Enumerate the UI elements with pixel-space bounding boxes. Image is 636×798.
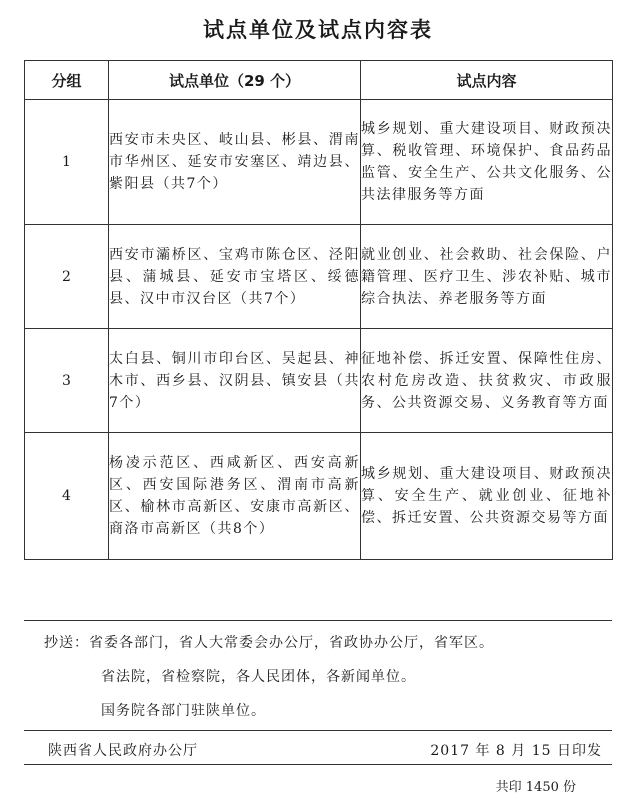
- distribution-line-1: 抄送：省委各部门，省人大常委会办公厅，省政协办公厅，省军区。: [44, 635, 494, 651]
- pilot-units: 太白县、铜川市印台区、吴起县、神木市、西乡县、汉阴县、镇安县（共7个）: [109, 329, 361, 433]
- pilot-units: 西安市灞桥区、宝鸡市陈仓区、泾阳县、蒲城县、延安市宝塔区、绥德县、汉中市汉台区（共7个）: [109, 225, 361, 329]
- print-count: 共印 1450 份: [495, 780, 576, 795]
- group-number: 3: [25, 329, 109, 433]
- document-title: 试点单位及试点内容表: [203, 18, 433, 42]
- table-header-row: [25, 61, 613, 100]
- table-row: [25, 100, 613, 225]
- pilot-content: 征地补偿、拆迁安置、保障性住房、农村危房改造、扶贫救灾、市政服务、公共资源交易、义务教育等方面: [361, 329, 613, 433]
- divider-bottom: [24, 764, 612, 765]
- issue-date: 2017 年 8 月 15 日印发: [430, 743, 602, 759]
- header-content: 试点内容: [361, 61, 613, 100]
- group-number: 2: [25, 225, 109, 329]
- table-row: [25, 225, 613, 329]
- group-number: 1: [25, 100, 109, 225]
- pilot-table: [24, 60, 613, 560]
- table-row: [25, 329, 613, 433]
- group-number: 4: [25, 433, 109, 560]
- pilot-content: 就业创业、社会救助、社会保险、户籍管理、医疗卫生、涉农补贴、城市综合执法、养老服务等方面: [361, 225, 613, 329]
- distribution-line-3: 国务院各部门驻陕单位。: [101, 703, 266, 719]
- header-group: 分组: [25, 61, 109, 100]
- distribution-label: 抄送：: [44, 635, 89, 651]
- divider-middle: [24, 730, 612, 731]
- header-units: 试点单位（29 个）: [109, 61, 361, 100]
- pilot-content: 城乡规划、重大建设项目、财政预决算、安全生产、就业创业、征地补偿、拆迁安置、公共资源交易等方面: [361, 433, 613, 560]
- distribution-line-2: 省法院，省检察院，各人民团体，各新闻单位。: [101, 669, 416, 685]
- table-row: [25, 433, 613, 560]
- pilot-content: 城乡规划、重大建设项目、财政预决算、税收管理、环境保护、食品药品监管、安全生产、公共文化服务、公共法律服务等方面: [361, 100, 613, 225]
- pilot-units: 杨凌示范区、西咸新区、西安高新区、西安国际港务区、渭南市高新区、榆林市高新区、安康市高新区、商洛市高新区（共8个）: [109, 433, 361, 560]
- pilot-units: 西安市未央区、岐山县、彬县、渭南市华州区、延安市安塞区、靖边县、紫阳县（共7个）: [109, 100, 361, 225]
- divider-top: [24, 620, 612, 621]
- issuing-office: 陕西省人民政府办公厅: [48, 743, 198, 759]
